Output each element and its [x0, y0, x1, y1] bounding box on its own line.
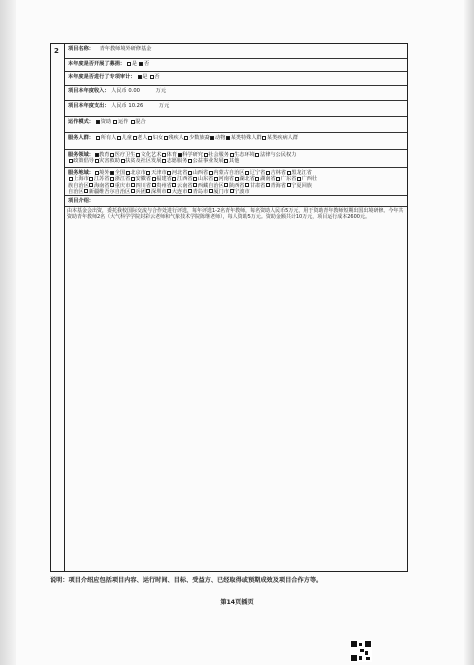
region-checkbox[interactable]	[297, 177, 301, 181]
regions-line3	[89, 183, 312, 189]
region-option-label: 江苏省	[93, 176, 110, 183]
mode-funding-checkbox[interactable]	[96, 120, 100, 124]
beneficiary-checkbox[interactable]	[96, 136, 100, 140]
field-checkbox[interactable]	[204, 153, 208, 157]
beneficiary-checkbox[interactable]	[210, 136, 214, 140]
region-checkbox[interactable]	[245, 171, 249, 175]
field-option-label: 生态环境	[234, 152, 255, 158]
region-checkbox[interactable]	[89, 183, 93, 187]
beneficiary-option-label: 老人	[137, 135, 148, 141]
region-option-label: 安徽省	[135, 176, 152, 183]
region-checkbox[interactable]	[110, 171, 114, 175]
region-option-label: 福建省	[156, 176, 172, 183]
beneficiary-option-label: 妇女	[152, 135, 164, 141]
expense-amount: 10.26	[128, 103, 144, 109]
region-checkbox[interactable]	[255, 177, 259, 181]
mode-mixed-label: 混合	[135, 119, 146, 125]
field-checkbox[interactable]	[162, 159, 166, 163]
region-checkbox[interactable]	[89, 177, 93, 181]
intro-body	[65, 207, 407, 571]
region-checkbox[interactable]	[245, 183, 249, 187]
region-option-label: 海南省	[93, 182, 110, 189]
field-checkbox[interactable]	[69, 159, 73, 163]
region-option-label: 甘肃省	[249, 182, 266, 189]
fundraising-yes-label: 是	[131, 61, 138, 67]
field-checkbox[interactable]	[110, 153, 114, 157]
region-option-label: 广西壮	[301, 176, 318, 183]
region-option-label: 青海省	[270, 182, 287, 189]
region-option-label: 贵州省	[156, 182, 172, 189]
region-option-label: 陕西省	[228, 182, 245, 189]
region-checkbox[interactable]	[230, 189, 234, 193]
service-fields-label: 服务领域：	[68, 152, 94, 158]
region-checkbox[interactable]	[146, 189, 150, 193]
income-currency: 人民币	[111, 88, 127, 94]
field-option-label: 公益事业发展	[192, 158, 224, 165]
field-option-label: 法律与公民权力	[260, 152, 297, 158]
mode-funding-label: 资助	[100, 119, 112, 125]
operation-mode-label: 运作模式：	[68, 119, 94, 125]
fundraising-yes-checkbox[interactable]	[127, 62, 131, 66]
region-option-label: 山西省	[192, 170, 209, 176]
audit-label: 本年度是否进行了专项审计：	[68, 74, 136, 80]
field-option-label: 科学研究	[182, 152, 203, 158]
regions-line2	[68, 176, 317, 182]
field-option-label: 志愿服务	[166, 158, 188, 165]
beneficiaries-options	[96, 135, 298, 141]
field-option-label: 政策倡导	[73, 158, 94, 165]
region-option-label: 吉林省	[270, 170, 287, 176]
region-option-label: 上海市	[73, 176, 89, 183]
regions-line4	[84, 189, 250, 195]
project-form-table	[50, 43, 408, 572]
region-option-label: 深圳市	[151, 188, 167, 195]
footnote: 说明：项目介绍应包括项目内容、运行时间、目标、受益方、已经取得或预期成效及项目合作方等。	[50, 577, 323, 584]
region-checkbox[interactable]	[214, 177, 218, 181]
beneficiary-checkbox[interactable]	[262, 136, 266, 140]
region-option-label: 四川省	[135, 182, 152, 189]
region-checkbox[interactable]	[193, 183, 197, 187]
field-checkbox[interactable]	[121, 159, 125, 163]
region-checkbox[interactable]	[167, 171, 171, 175]
region-option-label: 兵团	[135, 188, 146, 195]
field-checkbox[interactable]	[178, 153, 182, 157]
region-option-label: 浙江省	[114, 176, 131, 183]
region-option-label: 广东省	[280, 176, 297, 183]
beneficiary-checkbox[interactable]	[184, 136, 188, 140]
audit-no-label: 否	[154, 74, 160, 80]
region-option-label: 湖南省	[260, 176, 276, 183]
beneficiary-checkbox[interactable]	[133, 136, 137, 140]
region-checkbox[interactable]	[188, 171, 192, 175]
region-option-label: 江西省	[177, 176, 193, 183]
regions-line3-prefix: 族自治区	[68, 182, 89, 189]
field-checkbox[interactable]	[95, 153, 99, 157]
field-checkbox[interactable]	[95, 159, 99, 163]
region-checkbox[interactable]	[84, 189, 88, 193]
qr-code	[350, 640, 372, 662]
regions-line4-prefix: 自治区	[68, 188, 84, 195]
region-option-label: 重庆市	[114, 182, 131, 189]
region-option-label: 新疆维吾尔自治区	[88, 188, 131, 195]
region-checkbox[interactable]	[167, 189, 171, 193]
field-option-label: 文化艺术	[140, 152, 162, 158]
region-option-label: 辽宁省	[249, 170, 266, 176]
field-option-label: 扶贫及社区发展	[125, 158, 162, 165]
region-checkbox[interactable]	[276, 177, 280, 181]
field-option-label: 灾害救助	[99, 158, 120, 165]
field-checkbox[interactable]	[188, 159, 192, 163]
scan-edge-left	[0, 0, 16, 665]
region-checkbox[interactable]	[224, 183, 228, 187]
region-option-label: 北京市	[130, 170, 146, 176]
region-checkbox[interactable]	[69, 177, 73, 181]
expense-label: 项目本年度支出：	[68, 103, 110, 109]
region-checkbox[interactable]	[172, 177, 176, 181]
project-name-label: 项目名称：	[68, 46, 94, 52]
field-option-label: 体育	[166, 152, 178, 158]
beneficiary-option-label: 所有人	[100, 135, 117, 141]
mode-operating-label: 运作	[118, 119, 129, 125]
region-option-label: 西藏自治区	[197, 182, 224, 189]
field-checkbox[interactable]	[162, 153, 166, 157]
field-option-label: 教育	[99, 152, 110, 158]
income-unit: 万元	[155, 88, 167, 94]
region-checkbox[interactable]	[110, 177, 114, 181]
region-option-label: 山东省	[197, 176, 214, 183]
expense-currency: 人民币	[111, 103, 127, 109]
region-option-label: 宁夏回族	[291, 182, 312, 189]
field-checkbox[interactable]	[230, 153, 234, 157]
row-number-column	[51, 44, 65, 571]
region-option-label: 湖北省	[239, 176, 255, 183]
mode-operating-checkbox[interactable]	[113, 120, 117, 124]
audit-row	[65, 72, 407, 86]
region-option-label: 厦门市	[213, 188, 229, 195]
region-option-label: 内蒙古自治区	[213, 170, 245, 176]
region-option-label: 宁波市	[234, 188, 250, 195]
region-checkbox[interactable]	[172, 183, 176, 187]
fundraising-no-checkbox[interactable]	[139, 62, 143, 66]
region-checkbox[interactable]	[193, 177, 197, 181]
service-fields-row	[65, 150, 407, 168]
beneficiary-option-label: 某类特殊人群	[230, 135, 262, 141]
field-checkbox[interactable]	[224, 159, 228, 163]
region-option-label: 天津市	[151, 170, 167, 176]
service-regions-label: 服务地域：	[68, 170, 94, 176]
audit-yes-label: 是	[142, 74, 148, 80]
region-option-label: 河北省	[171, 170, 188, 176]
region-option-label: 境外	[99, 170, 110, 176]
page-number: 第14页插页	[220, 599, 254, 606]
region-option-label: 河南省	[218, 176, 235, 183]
beneficiary-checkbox[interactable]	[148, 136, 152, 140]
beneficiary-checkbox[interactable]	[226, 136, 230, 140]
fundraising-no-label: 否	[143, 61, 150, 67]
service-fields-line2	[68, 158, 239, 164]
field-checkbox[interactable]	[136, 153, 140, 157]
project-name-row	[65, 44, 407, 59]
beneficiary-option-label: 某类疾病人群	[266, 135, 299, 141]
field-option-label: 社会服务	[208, 152, 229, 158]
intro-label-row	[65, 196, 407, 207]
field-checkbox[interactable]	[255, 153, 259, 157]
beneficiary-option-label: 动物	[215, 135, 226, 141]
beneficiary-option-label: 儿童	[121, 135, 132, 141]
operation-mode-row	[65, 117, 407, 133]
expense-unit: 万元	[158, 103, 170, 109]
region-option-label: 全国	[114, 170, 126, 176]
beneficiary-option-label: 残疾人	[168, 135, 184, 141]
intro-text: 由本基金会出资，委托我校国际交流与合作处进行评选，每年评选1-2名青年教师，每名资助人民币5万元，用于资助青年教师短期出国出境研修。今年共资助青年教师2名（大气科学学院封彩云老师和气象技术学院陈继老师），每人资助5万元。资助金额共计10万元，项目运行成本2600元。	[67, 208, 404, 221]
beneficiaries-label: 服务人群：	[68, 135, 94, 141]
region-checkbox[interactable]	[188, 189, 192, 193]
field-option-label: 其他	[228, 158, 240, 165]
region-checkbox[interactable]	[95, 171, 99, 175]
field-option-label: 医疗卫生	[114, 152, 136, 158]
form-content	[65, 44, 407, 571]
beneficiaries-row	[65, 133, 407, 150]
income-row	[65, 86, 407, 101]
project-name-value: 青年教师境外研修基金	[99, 46, 152, 52]
intro-label: 项目介绍：	[68, 198, 94, 204]
region-option-label: 大连市	[171, 188, 188, 195]
region-option-label: 云南省	[177, 182, 193, 189]
expense-row	[65, 101, 407, 117]
fundraising-label: 本年度是否开展了募捐：	[68, 61, 126, 67]
region-checkbox[interactable]	[110, 183, 114, 187]
region-option-label: 青岛市	[192, 188, 209, 195]
row-number: 2	[54, 47, 59, 55]
region-checkbox[interactable]	[146, 171, 150, 175]
fundraising-row	[65, 59, 407, 72]
income-amount: 0.00	[128, 88, 140, 94]
service-regions-row	[65, 168, 407, 196]
region-option-label: 黑龙江省	[291, 170, 312, 176]
beneficiary-checkbox[interactable]	[117, 136, 121, 140]
income-label: 项目本年度收入：	[68, 88, 110, 94]
scan-edge-right	[464, 0, 474, 665]
beneficiary-option-label: 少数族裔	[189, 135, 210, 141]
